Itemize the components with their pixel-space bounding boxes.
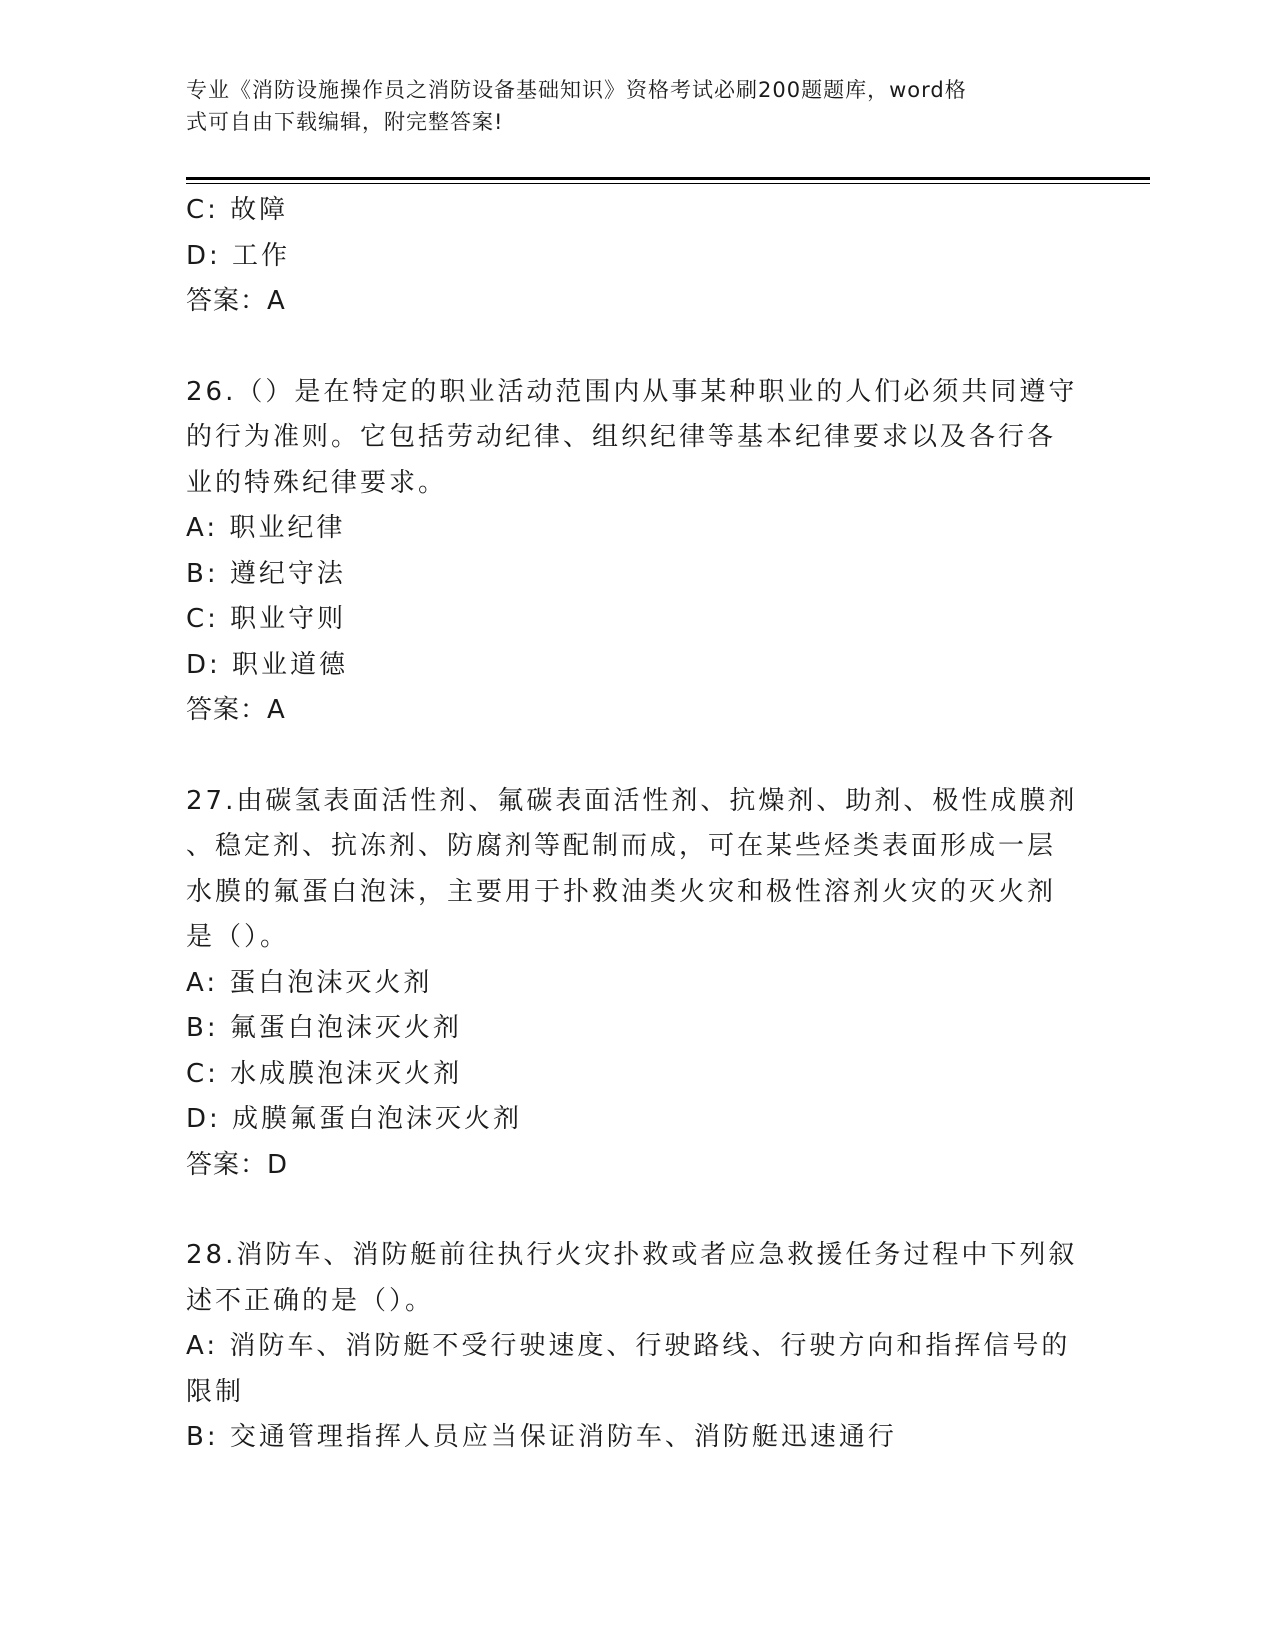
option-a-continuation: 限制 [186,1376,245,1407]
header-rule-thick [186,177,1150,180]
option-c: C: 职业守则 [186,604,347,634]
question-content [186,188,1086,1461]
question-stem-line: 28.消防车、消防艇前往执行火灾扑救或者应急救援任务过程中下列叙 [186,1240,1078,1270]
question-28 [186,1233,1086,1461]
question-stem-line: 26.（）是在特定的职业活动范围内从事某种职业的人们必须共同遵守 [186,376,1078,407]
question-27 [186,779,1086,1189]
question-stem-line: 27.由碳氢表面活性剂、氟碳表面活性剂、抗燥剂、助剂、极性成膜剂 [186,785,1078,816]
answer-line: 答案：D [186,1149,289,1180]
question-stem-line: 是（）。 [186,922,290,952]
question-stem-line: 水膜的氟蛋白泡沫，主要用于扑救油类火灾和极性溶剂火灾的灭火剂 [186,876,1057,907]
option-b: B: 氟蛋白泡沫灭火剂 [186,1013,462,1043]
option-d: D: 职业道德 [186,649,349,680]
answer-line: 答案：A [186,286,286,316]
previous-question-tail [186,188,1086,325]
option-d: D: 成膜氟蛋白泡沫灭火剂 [186,1104,523,1134]
answer-line: 答案：A [186,695,286,725]
question-stem-line: 的行为准则。它包括劳动纪律、组织纪律等基本纪律要求以及各行各 [186,422,1057,452]
option-c: C: 故障 [186,195,289,225]
option-c: C: 水成膜泡沫灭火剂 [186,1058,463,1089]
option-a: A: 职业纪律 [186,513,346,543]
header-rule-thin [186,183,1150,184]
option-d: D: 工作 [186,240,291,271]
question-stem-line: 述不正确的是（）。 [186,1285,435,1316]
question-stem-line: 、稳定剂、抗冻剂、防腐剂等配制而成，可在某些烃类表面形成一层 [186,831,1057,861]
header-line-2: 式可自由下载编辑，附完整答案! [186,110,504,134]
question-stem-line: 业的特殊纪律要求。 [186,467,448,498]
document-header [186,74,1066,138]
header-line-1: 专业《消防设施操作员之消防设备基础知识》资格考试必刷200题题库，word格 [186,78,967,102]
option-b: B: 交通管理指挥人员应当保证消防车、消防艇迅速通行 [186,1422,897,1452]
option-b: B: 遵纪守法 [186,558,346,589]
question-26 [186,370,1086,734]
option-a: A: 消防车、消防艇不受行驶速度、行驶路线、行驶方向和指挥信号的 [186,1331,1071,1361]
option-a: A: 蛋白泡沫灭火剂 [186,967,433,998]
